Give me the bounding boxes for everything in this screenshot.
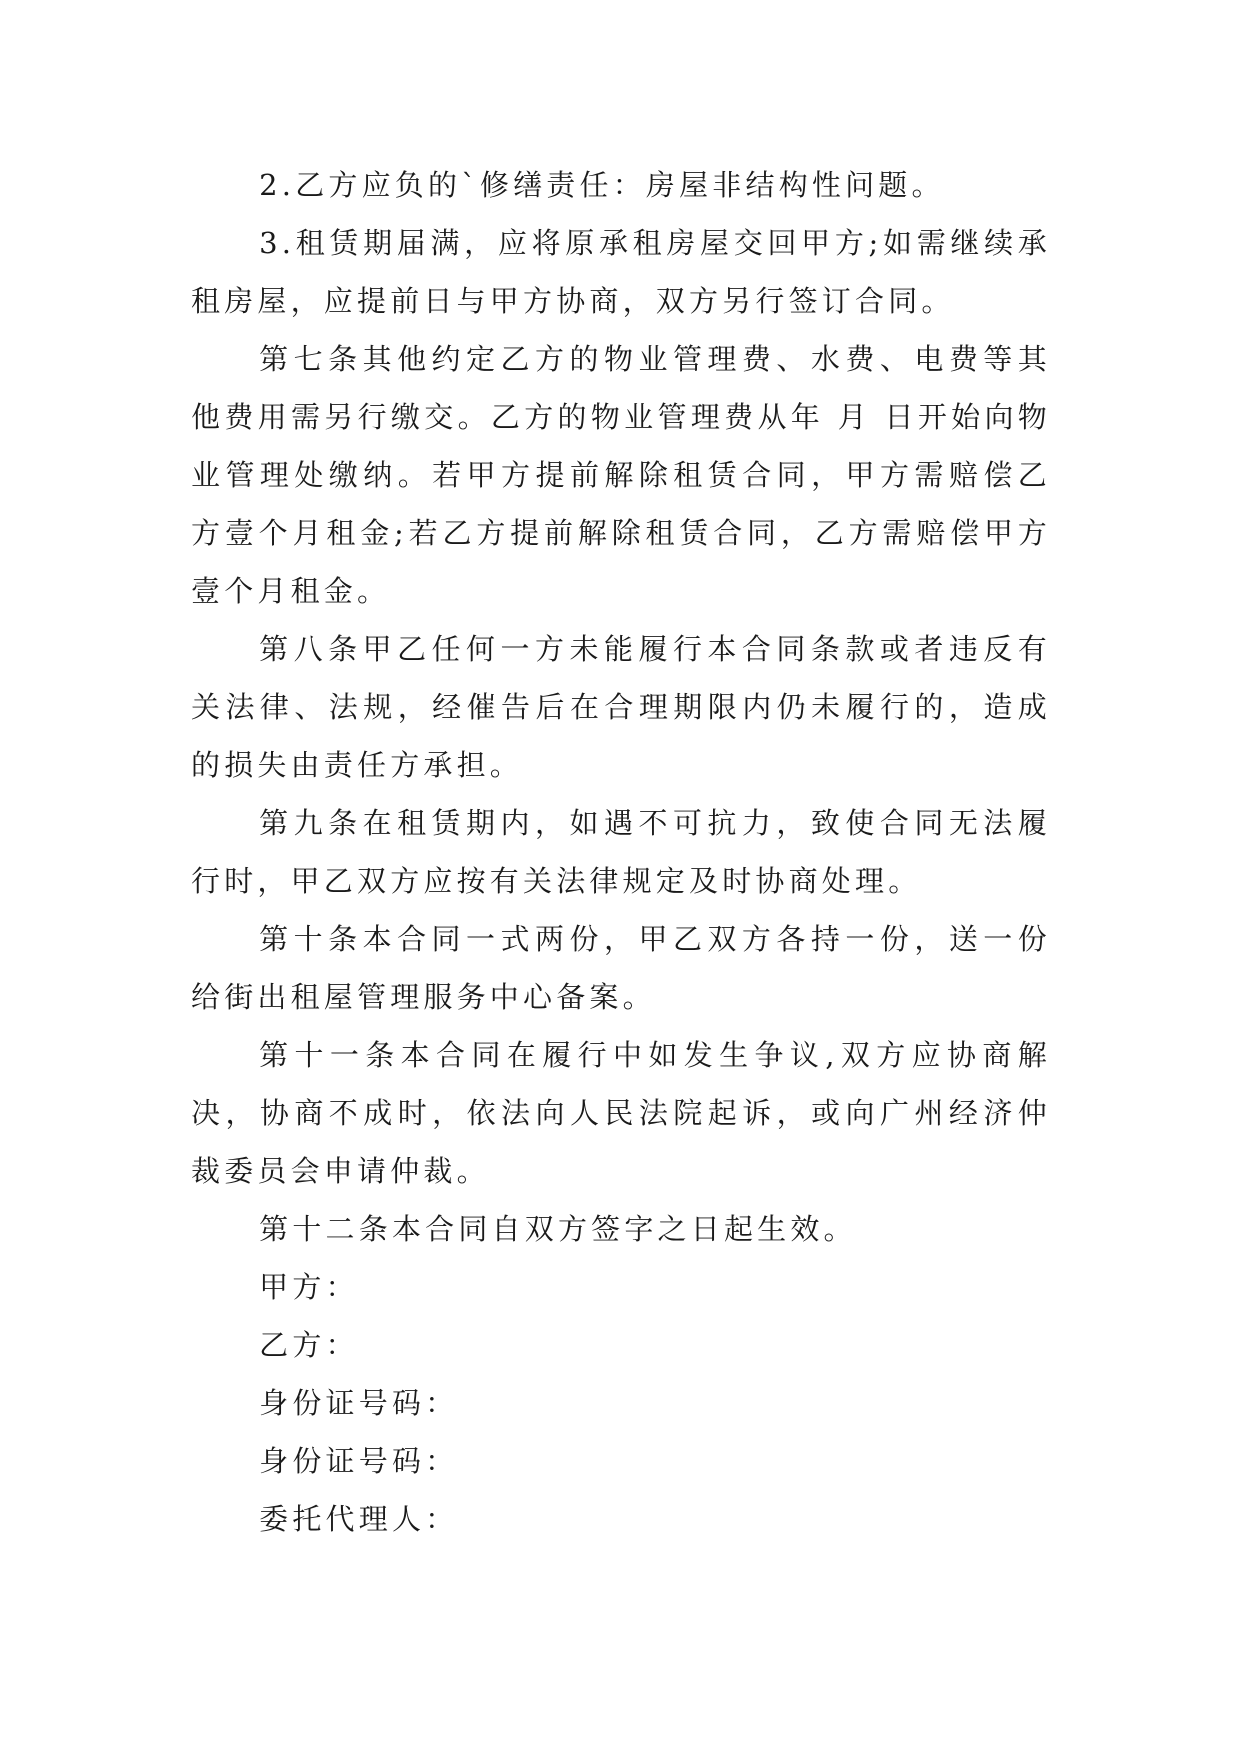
paragraph-article-7: 第七条其他约定乙方的物业管理费、水费、电费等其他费用需另行缴交。乙方的物业管理费从年 月 日开始向物业管理处缴纳。若甲方提前解除租赁合同，甲方需赔偿乙方壹个月租金;若乙方提前解除租赁合同，乙方需赔偿甲方壹个月租金。 [191, 342, 1051, 608]
paragraph-article-8: 第八条甲乙任何一方未能履行本合同条款或者违反有关法律、法规，经催告后在合理期限内仍未履行的，造成的损失由责任方承担。 [191, 632, 1051, 782]
signature-id-number-a: 身份证号码： [259, 1386, 459, 1420]
paragraph-article-11: 第十一条本合同在履行中如发生争议,双方应协商解决，协商不成时，依法向人民法院起诉，或向广州经济仲裁委员会申请仲裁。 [191, 1038, 1051, 1188]
document-body [191, 156, 1051, 1548]
paragraph-article-10: 第十条本合同一式两份，甲乙双方各持一份，送一份给街出租屋管理服务中心备案。 [191, 922, 1051, 1014]
paragraph-article-9: 第九条在租赁期内，如遇不可抗力，致使合同无法履行时，甲乙双方应按有关法律规定及时协商处理。 [191, 806, 1051, 898]
signature-party-a: 甲方： [259, 1270, 359, 1304]
paragraph-lease-expiry: 3.租赁期届满，应将原承租房屋交回甲方;如需继续承租房屋，应提前日与甲方协商，双方另行签订合同。 [191, 226, 1051, 318]
paragraph-repair-responsibility: 2.乙方应负的`修缮责任：房屋非结构性问题。 [259, 168, 945, 202]
signature-id-number-b: 身份证号码： [259, 1444, 459, 1478]
signature-agent: 委托代理人： [259, 1502, 459, 1536]
paragraph-article-12: 第十二条本合同自双方签字之日起生效。 [259, 1212, 857, 1246]
signature-party-b: 乙方： [259, 1328, 359, 1362]
